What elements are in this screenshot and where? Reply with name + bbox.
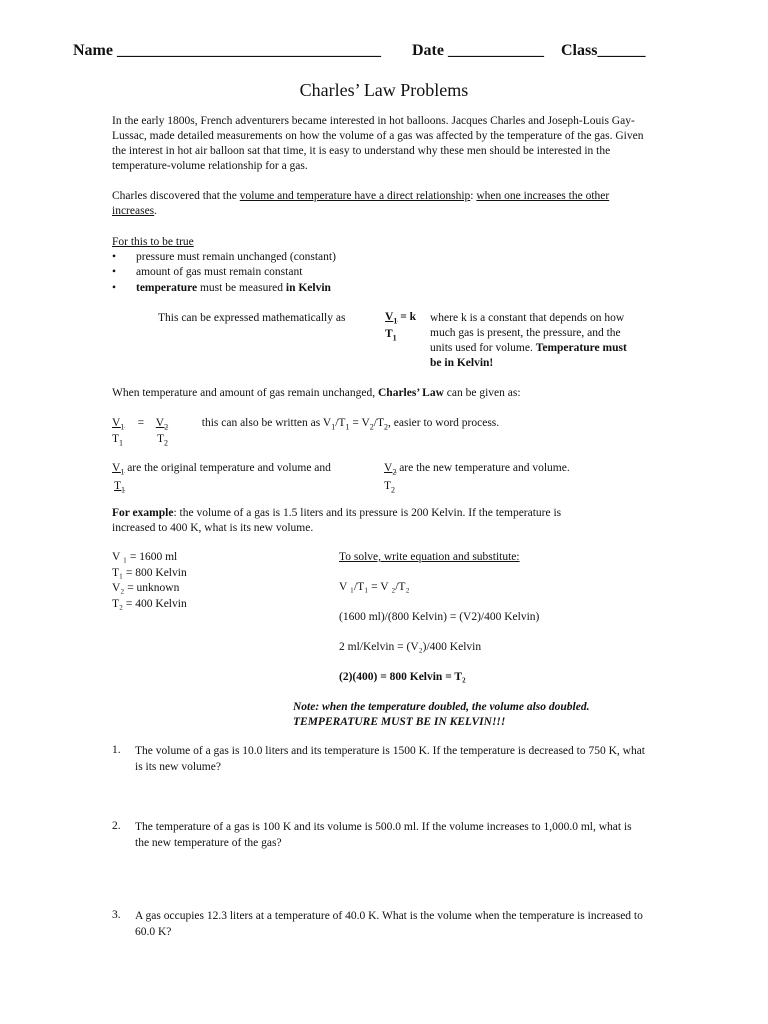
solution-step: 2 ml/Kelvin = (V₂)/400 Kelvin — [339, 641, 482, 653]
original-values-definition: $V_1$ are the original temperature and volume and $T_1$ — [112, 462, 331, 495]
expression-lead: This can be expressed mathematically as — [158, 312, 346, 324]
problem-text: The temperature of a gas is 100 K and its volume is 500.0 ml. If the volume increases to 1,000.0 ml, what is the new temperature of the gas? — [135, 821, 632, 849]
conditions-heading: For this to be true — [112, 236, 194, 248]
bullet-item: • amount of gas must remain constant — [112, 266, 303, 278]
solution-step: (1600 ml)/(800 Kelvin) = (V2)/400 Kelvin) — [339, 611, 540, 623]
solution-step: V ₁/T₁ = V ₂/T₂ — [339, 581, 410, 593]
solution-heading: To solve, write equation and substitute: — [339, 551, 520, 563]
direct-relationship-text: volume and temperature have a direct relationship — [239, 190, 471, 202]
date-blank[interactable]: ____________ — [447, 42, 544, 59]
problem-text: A gas occupies 12.3 liters at a temperature of 40.0 K. What is the volume when the temperature is increased to 60.0 K? — [135, 910, 643, 938]
date-label: Date — [412, 42, 444, 59]
new-values-definition: $V_2$ are the new temperature and volume. $T_2$ — [384, 462, 570, 495]
increase-text: when one increases the other increases — [112, 190, 610, 217]
class-label: Class — [561, 42, 598, 59]
formula-denominators: $T_1$ $T_2$ — [112, 433, 169, 448]
bullet-item: • temperature must be measured in Kelvin — [112, 282, 331, 294]
equation-numerator: $V_1 = k$ — [385, 311, 417, 326]
problem-number: 3. — [112, 909, 121, 921]
class-field[interactable] — [561, 42, 645, 60]
name-label: Name — [73, 42, 113, 59]
intro-paragraph: In the early 1800s, French adventurers became interested in hot balloons. Jacques Charles and Joseph-Louis Gay-Lussac, made detailed measurements on how the volume of a gas was affected by the temperature of the gas. Given the interest in hot air balloon sat that time, it is easy to understand why these men should be interested in the temperature-volume relationship for a gas. — [112, 115, 644, 172]
name-field[interactable] — [73, 42, 381, 60]
constant-note: where k is a constant that depends on how much gas is present, the pressure, and the units used for volume. Temperature must be in Kelvin! — [430, 312, 627, 369]
discovery-paragraph: Charles discovered that the volume and temperature have a direct relationship: when one increases the other increases. — [112, 190, 610, 217]
name-blank[interactable]: _________________________________ — [116, 42, 381, 59]
law-statement: When temperature and amount of gas remain unchanged, Charles’ Law can be given as: — [112, 387, 521, 399]
formula-line: $V_1 = V_2$ this can also be written as $V_1/T_1 = V_2/T_2$, easier to word process. — [112, 417, 500, 432]
solution-step: (2)(400) = 800 Kelvin = T₂ — [339, 671, 466, 683]
date-field[interactable] — [412, 42, 544, 60]
given-values: V ₁ = 1600 ml T₁ = 800 Kelvin V₂ = unknown T₂ = 400 Kelvin — [112, 551, 187, 610]
problem-number: 1. — [112, 744, 121, 756]
bullet-item: • pressure must remain unchanged (constant) — [112, 251, 336, 263]
kelvin-note: Note: when the temperature doubled, the volume also doubled. TEMPERATURE MUST BE IN KELVIN!!! — [293, 701, 590, 728]
page-title: Charles’ Law Problems — [299, 80, 469, 100]
example-paragraph: For example: the volume of a gas is 1.5 liters and its pressure is 200 Kelvin. If the temperature is increased to 400 K, what is its new volume. — [112, 507, 562, 534]
equation-denominator: $T_1$ — [385, 328, 397, 343]
class-blank[interactable]: ______ — [597, 42, 646, 59]
problem-text: The volume of a gas is 10.0 liters and its temperature is 1500 K. If the temperature is decreased to 750 K, what is its new volume? — [135, 745, 646, 773]
problem-number: 2. — [112, 820, 121, 832]
